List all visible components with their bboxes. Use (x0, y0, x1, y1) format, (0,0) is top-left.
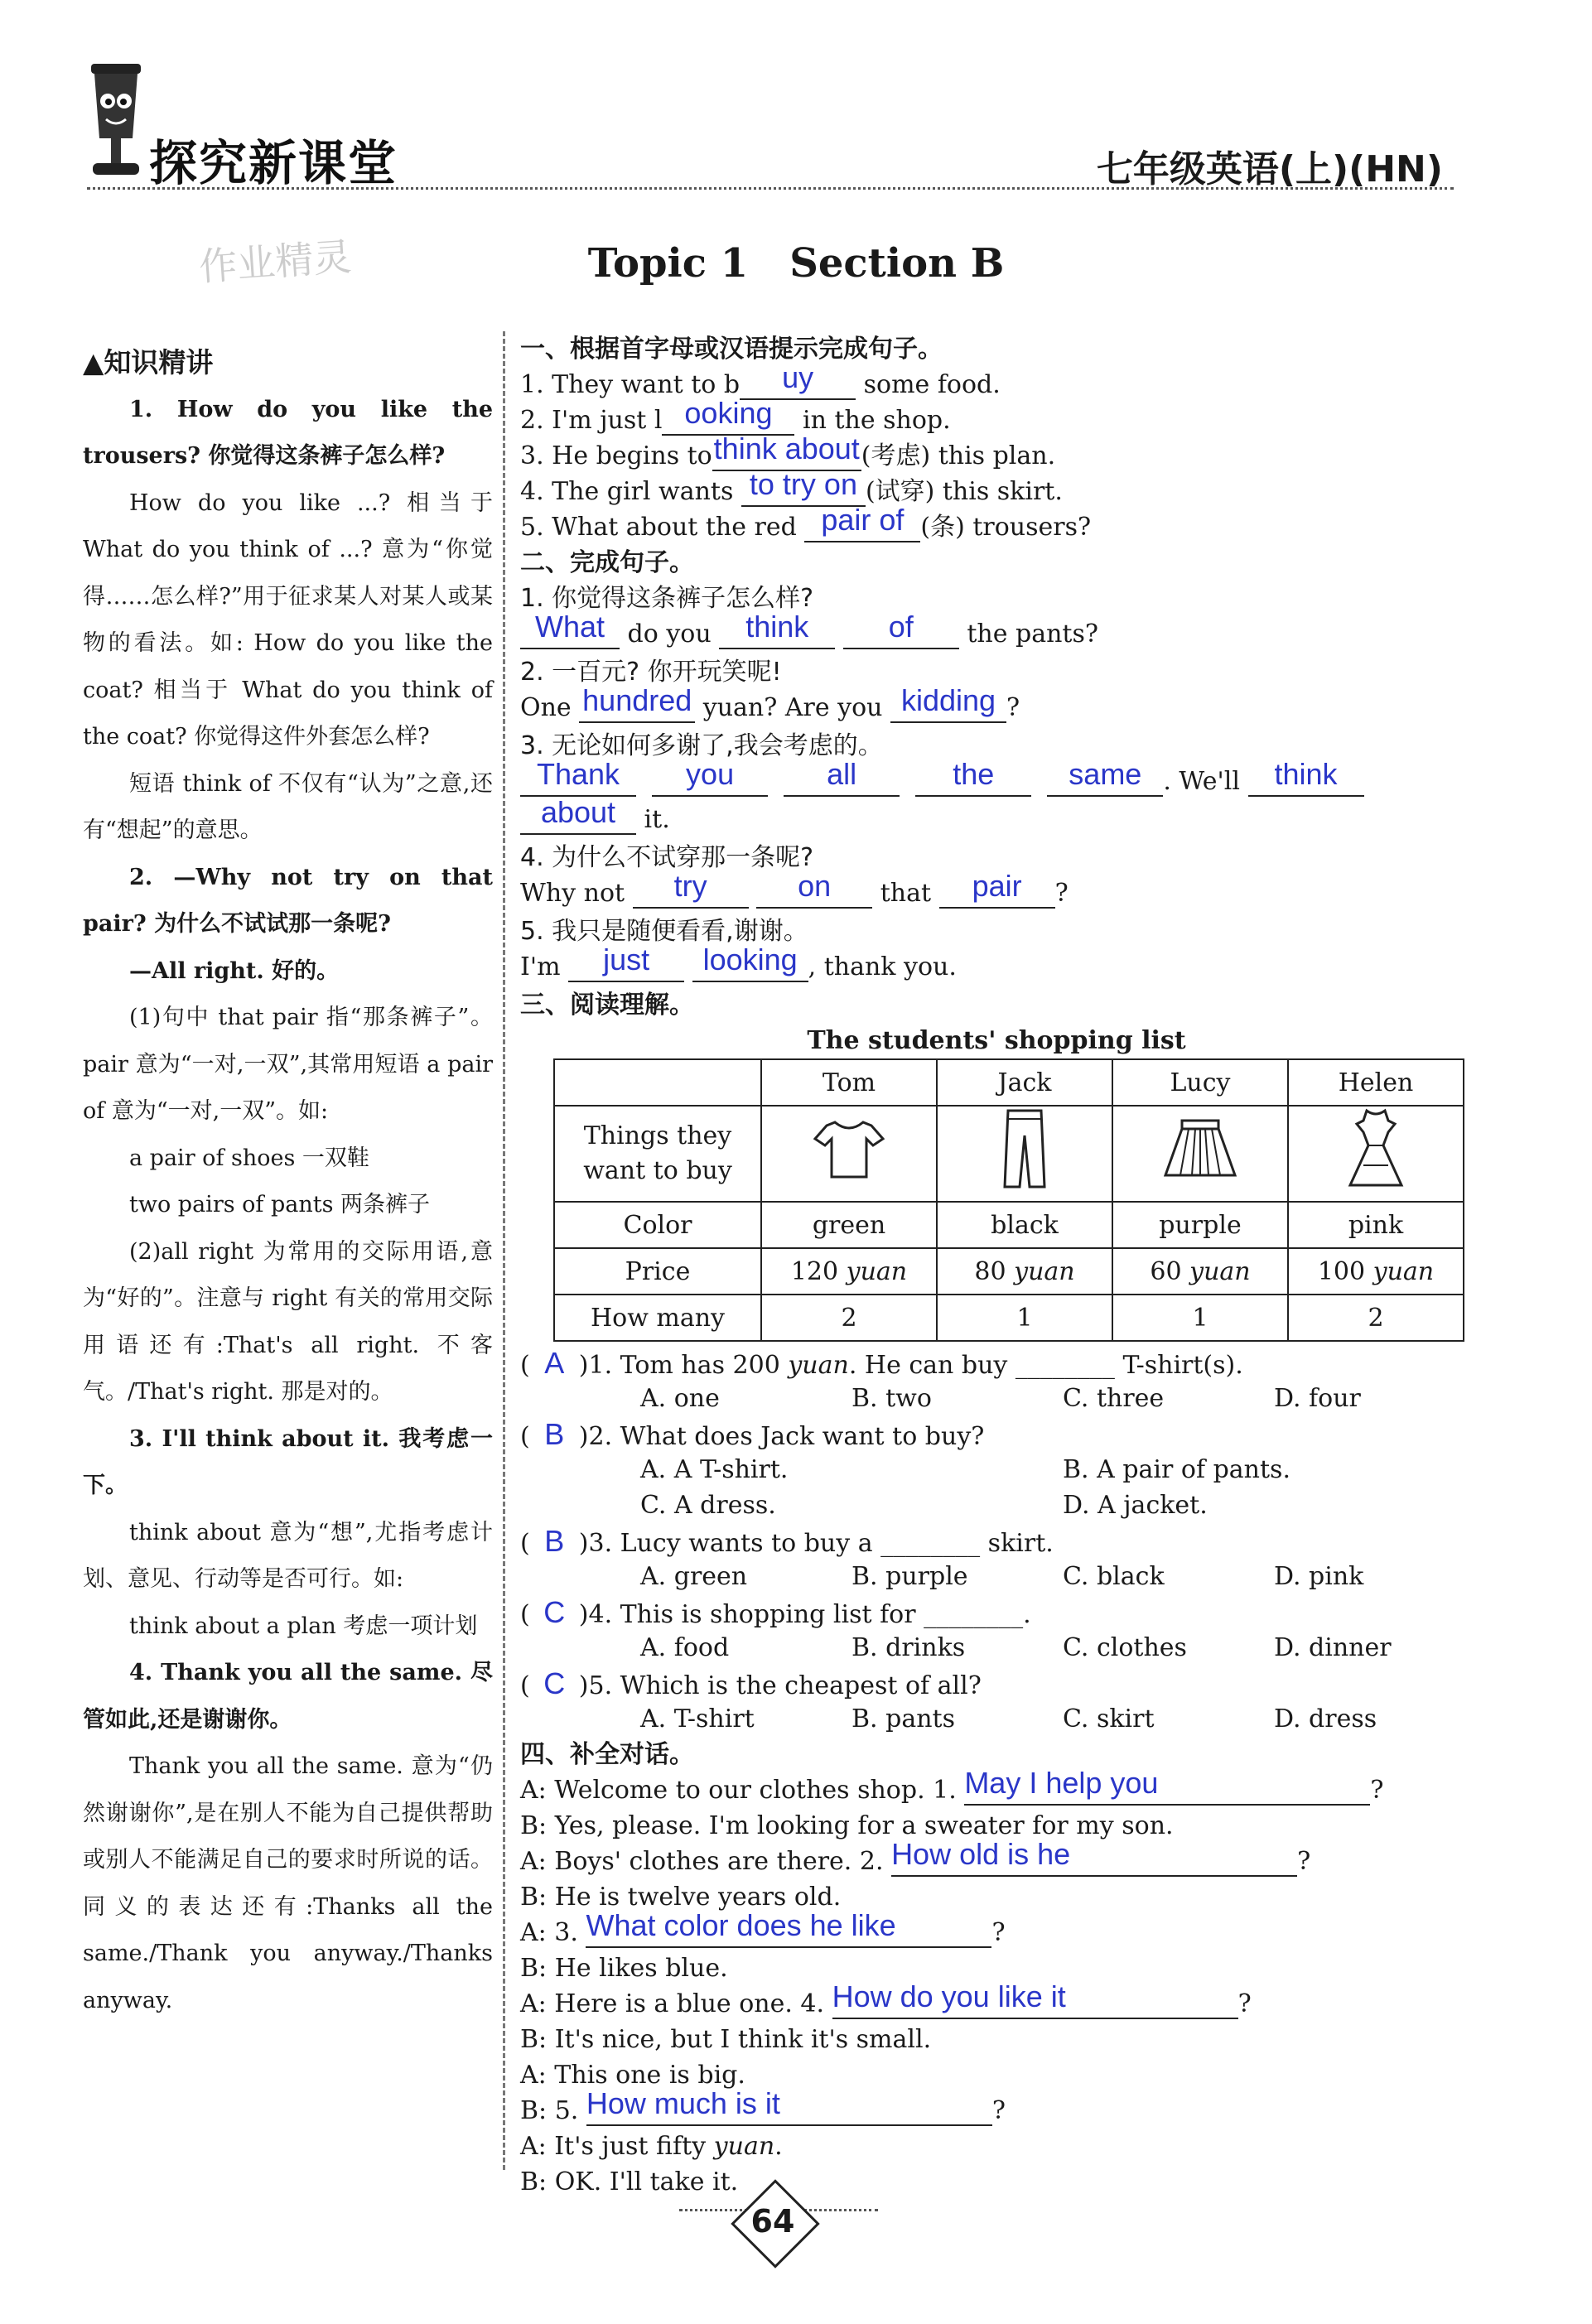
pants-icon (937, 1106, 1112, 1202)
point-2-title: 2. —Why not try on that pair? 为什么不试试那一条呢? (83, 864, 493, 937)
s3-q1: ( A )1. Tom has 200 yuan. He can buy ________ T-shirt(s). (520, 1346, 1243, 1380)
s2-q1-answer: What do you think of the pants? (520, 616, 1473, 654)
s3-q3: ( B )3. Lucy wants to buy a ________ skirt. (520, 1524, 1054, 1558)
point-3-text: think about 意为“想”,尤指考虑计划、意见、行动等是否可行。如: (83, 1519, 493, 1592)
page-number: 64 (750, 2203, 795, 2240)
point-1-title: 1. How do you like the trousers? 你觉得这条裤子怎么样? (83, 396, 493, 469)
price-lucy: 60 yuan (1112, 1248, 1288, 1295)
count-lucy: 1 (1112, 1295, 1288, 1341)
s2-q5-answer: I'm just looking , thank you. (520, 943, 957, 981)
s3-q1-options: A. one B. two C. three D. four (640, 1384, 1361, 1413)
color-lucy: purple (1112, 1202, 1288, 1248)
row-label-price: Price (554, 1248, 761, 1295)
dialog-line-6: B: He likes blue. (520, 1954, 728, 1983)
dialog-line-1: A: Welcome to our clothes shop. 1. May I help you ? (520, 1766, 1384, 1805)
count-jack: 1 (937, 1295, 1112, 1341)
count-helen: 2 (1288, 1295, 1464, 1341)
dialog-line-11: A: It's just fifty yuan. (520, 2132, 783, 2161)
point-3-title: 3. I'll think about it. 我考虑一下。 (83, 1425, 493, 1498)
dialog-line-5: A: 3. What color does he like ? (520, 1908, 1006, 1947)
point-2-text-1: (1)句中 that pair 指“那条裤子”。pair 意为“一对,一双”,其常用短语 a pair of 意为“一对,一双”。如: (83, 1005, 493, 1124)
exercise-column (520, 331, 1473, 2200)
row-label-count: How many (554, 1295, 761, 1341)
s3-q3-options: A. green B. purple C. black D. pink (640, 1562, 1364, 1591)
knowledge-heading: ▲知识精讲 (83, 346, 214, 378)
s3-q2: ( B )2. What does Jack want to buy? (520, 1417, 985, 1451)
brand-title: 探究新课堂 (149, 135, 398, 191)
dress-icon (1288, 1106, 1464, 1202)
skirt-icon (1112, 1106, 1288, 1202)
col-lucy: Lucy (1112, 1059, 1288, 1106)
page-title: Topic 1 Section B (587, 240, 1005, 287)
point-1-text: How do you like ...? 相当于 What do you think of ...? 意为“你觉得……怎么样?”用于征求某人对某人或某物的看法。如: How do you like the coat? 相当于 What do you think of the coat? 你觉得这件外套怎么样? (83, 489, 493, 750)
table-title: The students' shopping list (807, 1026, 1186, 1055)
s2-q1-chinese: 1. 你觉得这条裤子怎么样? (520, 584, 814, 613)
s2-q3-chinese: 3. 无论如何多谢了,我会考虑的。 (520, 731, 883, 760)
color-tom: green (761, 1202, 937, 1248)
header-divider (87, 187, 1454, 190)
mascot-icon (83, 60, 149, 184)
s3-q5: ( C )5. Which is the cheapest of all? (520, 1666, 982, 1700)
col-jack: Jack (937, 1059, 1112, 1106)
section-1-heading: 一、根据首字母或汉语提示完成句子。 (520, 335, 943, 364)
knowledge-column (83, 340, 493, 2024)
s2-q4-answer: Why not try on that pair ? (520, 869, 1069, 908)
s2-q2-answer: One hundred yuan? Are you kidding ? (520, 683, 1020, 722)
dialog-line-10: B: 5. How much is it ? (520, 2086, 1006, 2125)
row-label-color: Color (554, 1202, 761, 1248)
s3-q2-options-1: A. A T-shirt. B. A pair of pants. (640, 1455, 1290, 1484)
count-tom: 2 (761, 1295, 937, 1341)
grade-label: 七年级英语(上)(HN) (1096, 148, 1443, 190)
shopping-table (553, 1058, 1464, 1342)
tshirt-icon (761, 1106, 937, 1202)
row-label-things: Things they want to buy (554, 1106, 761, 1202)
s2-q3-answer-line-1: Thank you all the same . We'll think (520, 764, 1473, 802)
point-2-example-1: a pair of shoes 一双鞋 (129, 1145, 369, 1171)
dialog-line-9: A: This one is big. (520, 2061, 745, 2090)
dialog-line-7: A: Here is a blue one. 4. How do you like it ? (520, 1979, 1252, 2018)
price-jack: 80 yuan (937, 1248, 1112, 1295)
point-1-note: 短语 think of 不仅有“认为”之意,还有“想起”的意思。 (83, 770, 493, 843)
s2-q2-chinese: 2. 一百元? 你开玩笑呢! (520, 658, 782, 687)
section-4-heading: 四、补全对话。 (520, 1740, 694, 1769)
s1-question-2: 2. I'm just l ooking in the shop. (520, 396, 951, 435)
color-helen: pink (1288, 1202, 1464, 1248)
dialog-line-4: B: He is twelve years old. (520, 1883, 842, 1912)
s2-q5-chinese: 5. 我只是随便看看,谢谢。 (520, 917, 808, 946)
price-tom: 120 yuan (761, 1248, 937, 1295)
s1-question-3: 3. He begins tothink about(考虑) this plan. (520, 432, 1056, 470)
s3-q2-options-2: C. A dress. D. A jacket. (640, 1491, 1208, 1520)
section-2-heading: 二、完成句子。 (520, 548, 694, 577)
s1-question-5: 5. What about the red pair of (条) trousers? (520, 503, 1092, 542)
point-2-text-2: (2)all right 为常用的交际用语,意为“好的”。注意与 right 有关的常用交际用语还有:That's all right. 不客气。/That's right. 那是对的。 (83, 1238, 493, 1405)
column-divider (503, 331, 505, 2170)
price-helen: 100 yuan (1288, 1248, 1464, 1295)
dialog-line-2: B: Yes, please. I'm looking for a sweater for my son. (520, 1811, 1174, 1840)
col-helen: Helen (1288, 1059, 1464, 1106)
dialog-line-3: A: Boys' clothes are there. 2. How old is he ? (520, 1837, 1311, 1876)
color-jack: black (937, 1202, 1112, 1248)
s2-q3-answer-line-2: about it. (520, 802, 1473, 840)
s2-q4-chinese: 4. 为什么不试穿那一条呢? (520, 843, 814, 872)
point-2-example-2: two pairs of pants 两条裤子 (129, 1192, 431, 1217)
point-4-text: Thank you all the same. 意为“仍然谢谢你”,是在别人不能为自己提供帮助或别人不能满足自己的要求时所说的话。同义的表达还有:Thanks all the same./Thank you anyway./Thanks anyway. (83, 1753, 493, 2013)
s3-q5-options: A. T-shirt B. pants C. skirt D. dress (640, 1704, 1377, 1733)
point-3-example: think about a plan 考虑一项计划 (129, 1613, 478, 1639)
s1-question-4: 4. The girl wants to try on (试穿) this skirt. (520, 467, 1063, 506)
point-4-title: 4. Thank you all the same. 尽管如此,还是谢谢你。 (83, 1660, 493, 1733)
point-2-reply: —All right. 好的。 (129, 957, 340, 984)
s1-question-1: 1. They want to b uy some food. (520, 360, 1001, 399)
dialog-line-8: B: It's nice, but I think it's small. (520, 2025, 932, 2054)
dialog-line-12: B: OK. I'll take it. (520, 2167, 739, 2196)
col-tom: Tom (761, 1059, 937, 1106)
s3-q4-options: A. food B. drinks C. clothes D. dinner (640, 1633, 1392, 1662)
s3-q4: ( C )4. This is shopping list for ________. (520, 1595, 1031, 1629)
table-corner (554, 1059, 761, 1106)
section-3-heading: 三、阅读理解。 (520, 991, 694, 1020)
watermark: 作业精灵 (197, 234, 353, 290)
